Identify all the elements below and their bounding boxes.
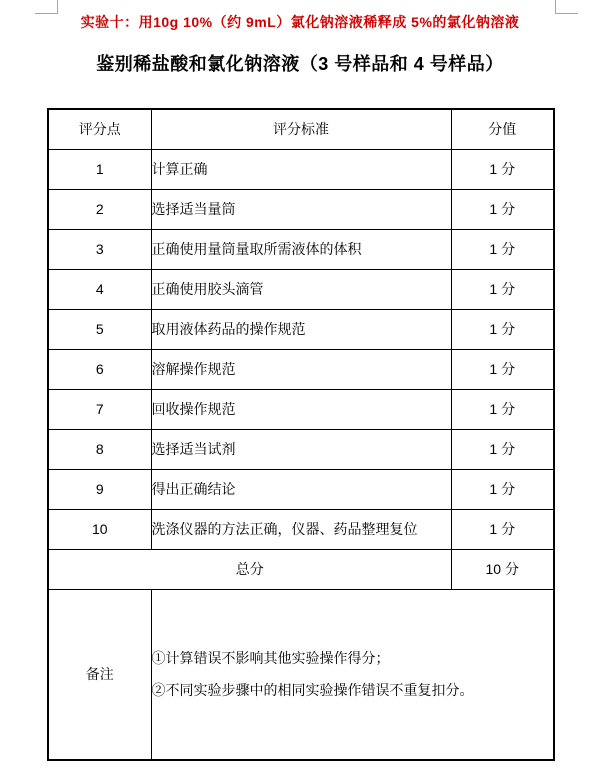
table-row	[48, 509, 554, 549]
row-score: 1 分	[451, 349, 554, 389]
total-label: 总分	[48, 549, 451, 589]
row-number: 9	[48, 469, 151, 509]
row-criterion: 选择适当量筒	[151, 189, 451, 229]
table-row	[48, 309, 554, 349]
table-row	[48, 229, 554, 269]
row-number: 6	[48, 349, 151, 389]
table-row	[48, 389, 554, 429]
table-row	[48, 429, 554, 469]
row-number: 10	[48, 509, 151, 549]
header-score-criteria: 评分标准	[151, 109, 451, 149]
row-number: 1	[48, 149, 151, 189]
row-score: 1 分	[451, 189, 554, 229]
row-criterion: 回收操作规范	[151, 389, 451, 429]
row-number: 4	[48, 269, 151, 309]
row-criterion: 计算正确	[151, 149, 451, 189]
row-score: 1 分	[451, 389, 554, 429]
remark-content	[151, 589, 554, 760]
row-score: 1 分	[451, 309, 554, 349]
row-number: 8	[48, 429, 151, 469]
row-number: 7	[48, 389, 151, 429]
row-number: 2	[48, 189, 151, 229]
table-row	[48, 349, 554, 389]
row-criterion: 选择适当试剂	[151, 429, 451, 469]
header-score-value: 分值	[451, 109, 554, 149]
scoring-table	[47, 108, 555, 761]
remark-label: 备注	[48, 589, 151, 760]
table-row	[48, 189, 554, 229]
table-row	[48, 469, 554, 509]
row-criterion: 溶解操作规范	[151, 349, 451, 389]
row-score: 1 分	[451, 469, 554, 509]
row-criterion: 洗涤仪器的方法正确，仪器、药品整理复位	[151, 509, 451, 549]
table-row	[48, 269, 554, 309]
total-row	[48, 549, 554, 589]
row-score: 1 分	[451, 429, 554, 469]
row-number: 3	[48, 229, 151, 269]
table-row	[48, 149, 554, 189]
row-criterion: 正确使用胶头滴管	[151, 269, 451, 309]
remark-line-1: ①计算错误不影响其他实验操作得分；	[151, 650, 390, 667]
header-score-point: 评分点	[48, 109, 151, 149]
row-score: 1 分	[451, 509, 554, 549]
row-score: 1 分	[451, 269, 554, 309]
row-score: 1 分	[451, 229, 554, 269]
row-criterion: 取用液体药品的操作规范	[151, 309, 451, 349]
remark-row	[48, 589, 554, 760]
document-title: 鉴别稀盐酸和氯化钠溶液（3 号样品和 4 号样品）	[96, 54, 504, 74]
row-criterion: 得出正确结论	[151, 469, 451, 509]
row-number: 5	[48, 309, 151, 349]
experiment-heading: 实验十：用10g 10%（约 9mL）氯化钠溶液稀释成 5%的氯化钠溶液	[80, 14, 520, 30]
table-header-row	[48, 109, 554, 149]
remark-line-2: ②不同实验步骤中的相同实验操作错误不重复扣分。	[151, 681, 474, 698]
row-criterion: 正确使用量筒量取所需液体的体积	[151, 229, 451, 269]
total-score: 10 分	[451, 549, 554, 589]
row-score: 1 分	[451, 149, 554, 189]
